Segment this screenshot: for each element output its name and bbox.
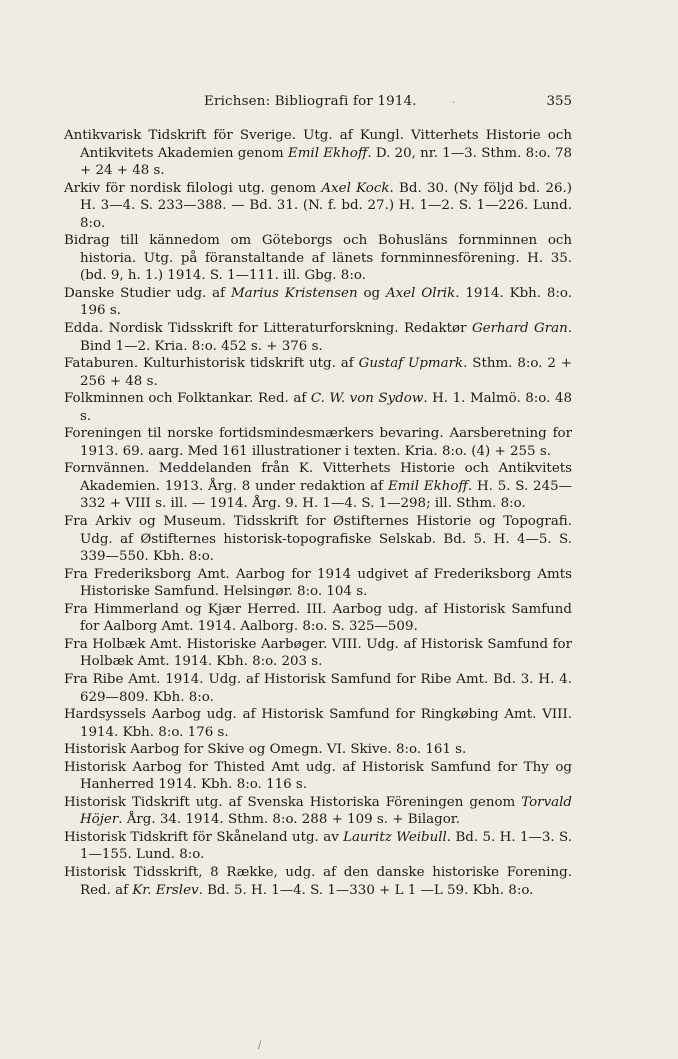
bibliography-entry xyxy=(64,285,572,320)
entry-person-name: Marius Kristensen xyxy=(230,285,358,301)
entry-text: . 1914. Kbh. 8:o. 196 s. xyxy=(80,285,573,319)
entry-text: Arkiv för nordisk filologi utg. genom xyxy=(64,180,322,196)
entry-text: Danske Studier udg. af xyxy=(64,285,231,301)
entry-text: Fornvännen. Meddelanden från K. Vitterhets Historie och Antikvitets Akademien. 1913. Årg. 8 under redaktion af xyxy=(64,461,572,494)
entry-text: Bidrag till kännedom om Göteborgs och Bohusläns fornminnen och historia. Utg. på föranstaltande af länets fornminnesförening. H. 35. (bd. 9, h. 1.) 1914. S. 1—111. ill. Gbg. 8:o. xyxy=(64,233,572,284)
bibliography-entry xyxy=(64,794,572,829)
entry-text: Antikvarisk Tidskrift för Sverige. Utg. af Kungl. Vitterhets Historie och Antikvitets Akademien genom xyxy=(64,128,572,161)
entry-text: . Bd. 30. (Ny följd bd. 26.) H. 3—4. S. 233—388. — Bd. 31. (N. f. bd. 27.) H. 1—2. S. 1—226. Lund. 8:o. xyxy=(80,180,572,231)
entry-text: Fra Himmerland og Kjær Herred. III. Aarbog udg. af Historisk Samfund for Aalborg Amt. 1914. Aalborg. 8:o. S. 325—509. xyxy=(64,601,572,635)
entry-text: Historisk Tidskrift för Skåneland utg. av xyxy=(64,829,344,845)
bibliography-entry xyxy=(64,601,572,636)
bibliography-entry xyxy=(64,425,572,460)
entry-person-name: Emil Ekhoff xyxy=(287,145,368,161)
bibliography-list xyxy=(64,127,572,899)
bibliography-entry xyxy=(64,320,572,355)
entry-text: . Sthm. 8:o. 2 + 256 + 48 s. xyxy=(80,356,572,389)
entry-text: . D. 20, nr. 1—3. Sthm. 8:o. 78 + 24 + 48 s. xyxy=(80,145,573,179)
page-number: 355 xyxy=(546,94,572,109)
entry-person-name: Emil Ekhoff xyxy=(387,478,468,494)
entry-text: Foreningen til norske fortidsmindesmærkers bevaring. Aarsberetning for 1913. 69. aarg. Med 161 illustrationer i texten. Kria. 8:o. (4) + 255 s. xyxy=(64,426,572,459)
bibliography-entry xyxy=(64,759,572,794)
entry-text: Fataburen. Kulturhistorisk tidskrift utg. af xyxy=(64,356,359,372)
bibliography-entry xyxy=(64,355,572,390)
entry-text: Hardsyssels Aarbog udg. af Historisk Samfund for Ringkøbing Amt. VIII. 1914. Kbh. 8:o. 176 s. xyxy=(64,707,572,740)
entry-person-name: Gerhard Gran xyxy=(471,321,568,337)
entry-text: . Årg. 34. 1914. Sthm. 8:o. 288 + 109 s. + Bilagor. xyxy=(118,812,460,828)
entry-person-name: Kr. Erslev xyxy=(132,882,199,898)
bibliography-entry xyxy=(64,636,572,671)
entry-text: Fra Frederiksborg Amt. Aarbog for 1914 udgivet af Frederiksborg Amts Historiske Samfund. Helsingør. 8:o. 104 s. xyxy=(64,566,572,600)
stray-mark: · xyxy=(452,98,456,109)
entry-person-name: Gustaf Upmark xyxy=(358,356,464,372)
entry-person-name: Lauritz Weibull xyxy=(343,829,447,845)
entry-text: . Bind 1—2. Kria. 8:o. 452 s. + 376 s. xyxy=(80,321,572,354)
entry-text: Historisk Tidskrift utg. af Svenska Historiska Föreningen genom xyxy=(64,794,522,810)
entry-person-name: Axel Kock xyxy=(321,180,390,196)
stray-mark: / xyxy=(258,1040,262,1051)
entry-text: . Bd. 5. H. 1—3. S. 1—155. Lund. 8:o. xyxy=(80,829,573,863)
entry-text: Historisk Tidsskrift, 8 Række, udg. af den danske historiske Forening. Red. af xyxy=(64,864,572,898)
entry-person-name: Torvald Höjer xyxy=(80,794,572,828)
bibliography-entry xyxy=(64,232,572,285)
entry-text: . H. 5. S. 245—332 + VIII s. ill. — 1914. Årg. 9. H. 1—4. S. 1—298; ill. Sthm. 8:o. xyxy=(80,478,573,512)
bibliography-entry xyxy=(64,864,572,899)
entry-person-name: C. W. von Sydow xyxy=(310,391,424,407)
entry-text: Fra Holbæk Amt. Historiske Aarbøger. VIII. Udg. af Historisk Samfund for Holbæk Amt. 1914. Kbh. 8:o. 203 s. xyxy=(64,636,572,670)
bibliography-entry xyxy=(64,513,572,566)
entry-text: Fra Arkiv og Museum. Tidsskrift for Østifternes Historie og Topografi. Udg. af Østifternes historisk-topografiske Selskab. Bd. 5. H. 4—5. S. 339—550. Kbh. 8:o. xyxy=(64,514,572,565)
page-header xyxy=(64,94,572,112)
entry-text: Folkminnen och Folktankar. Red. af xyxy=(64,391,311,407)
bibliography-entry xyxy=(64,671,572,706)
entry-text: og xyxy=(357,285,386,301)
entry-text: Edda. Nordisk Tidsskrift for Litteraturforskning. Redaktør xyxy=(64,321,472,337)
bibliography-entry xyxy=(64,741,572,759)
bibliography-entry xyxy=(64,180,572,233)
bibliography-entry xyxy=(64,829,572,864)
bibliography-entry xyxy=(64,566,572,601)
bibliography-entry xyxy=(64,706,572,741)
entry-text: Historisk Aarbog for Skive og Omegn. VI. Skive. 8:o. 161 s. xyxy=(64,742,467,758)
bibliography-entry xyxy=(64,390,572,425)
entry-person-name: Axel Olrik xyxy=(385,285,456,301)
bibliography-entry xyxy=(64,127,572,180)
entry-text: Historisk Aarbog for Thisted Amt udg. af Historisk Samfund for Thy og Hanherred 1914. Kbh. 8:o. 116 s. xyxy=(64,759,572,793)
entry-text: Fra Ribe Amt. 1914. Udg. af Historisk Samfund for Ribe Amt. Bd. 3. H. 4. 629—809. Kbh. 8:o. xyxy=(64,671,572,705)
running-title: Erichsen: Bibliografi for 1914. xyxy=(204,94,417,109)
entry-text: . H. 1. Malmö. 8:o. 48 s. xyxy=(80,391,572,424)
entry-text: . Bd. 5. H. 1—4. S. 1—330 + L 1 —L 59. Kbh. 8:o. xyxy=(198,882,534,898)
bibliography-entry xyxy=(64,460,572,513)
